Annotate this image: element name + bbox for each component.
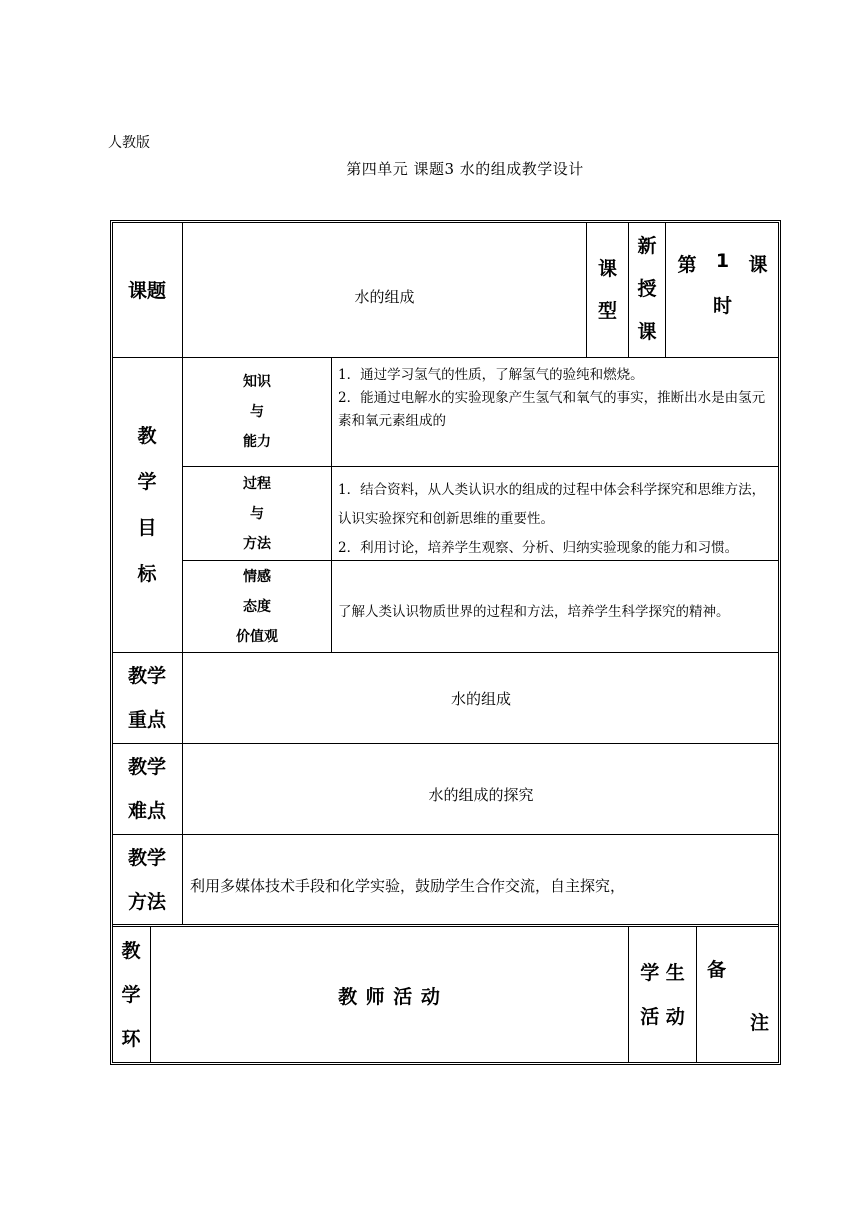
- lesson-type-label: [587, 222, 628, 357]
- notes-header-char: 注: [749, 1012, 769, 1034]
- emotion-label-line: 价值观: [236, 628, 278, 645]
- knowledge-label: [183, 358, 331, 466]
- period-char: 课: [748, 253, 768, 276]
- method-label-line: 方法: [127, 890, 166, 913]
- notes-header-char: 备: [707, 959, 727, 981]
- goals-label: [112, 358, 182, 652]
- key-point-value: 水的组成: [450, 689, 511, 708]
- lesson-type-value-char: 课: [637, 321, 657, 343]
- column-divider: [331, 357, 332, 652]
- key-point-label-line: 重点: [127, 709, 166, 731]
- method-label: [112, 835, 182, 924]
- process-item: 1．结合资料，从人类认识水的组成的过程中体会科学探究和思维方法，认识实验探究和创新思维的重要性。: [338, 482, 766, 527]
- difficulty-value: 水的组成的探究: [428, 785, 534, 804]
- emotion-label-line: 情感: [243, 568, 271, 585]
- process-stage-char: 环: [121, 1028, 141, 1050]
- key-point-label-line: 教学: [127, 665, 166, 687]
- process-label-line: 方法: [243, 535, 271, 552]
- document-title: 第四单元 课题3 水的组成教学设计: [346, 160, 584, 178]
- key-point-label: [112, 653, 182, 743]
- process-content: [338, 476, 778, 563]
- notes-header: [697, 927, 779, 1063]
- lesson-type-label-char: 课: [597, 257, 617, 280]
- method-label-line: 教学: [127, 846, 166, 869]
- process-label: [183, 467, 331, 560]
- student-activity-line: 活 动: [640, 1006, 685, 1028]
- knowledge-content: [338, 364, 778, 433]
- period-char: 时: [712, 294, 732, 317]
- goals-label-char: 教: [137, 425, 157, 447]
- difficulty-label: [112, 744, 182, 834]
- lesson-type-value-char: 新: [637, 235, 657, 257]
- lesson-type-label-char: 型: [597, 299, 617, 322]
- period-char: 第: [677, 253, 697, 276]
- lesson-type-value-char: 授: [637, 278, 657, 300]
- emotion-content: 了解人类认识物质世界的过程和方法，培养学生科学探究的精神。: [338, 604, 730, 620]
- process-label-line: 与: [250, 505, 264, 522]
- difficulty-label-line: 难点: [127, 800, 166, 822]
- process-label-line: 过程: [243, 475, 271, 492]
- goals-label-char: 学: [137, 471, 157, 493]
- emotion-label-line: 态度: [243, 598, 271, 615]
- publisher-label: 人教版: [108, 135, 150, 151]
- period-number: 1: [715, 249, 730, 272]
- knowledge-item: 2．能通过电解水的实验现象产生氢气和氧气的事实，推断出水是由氢元素和氧元素组成的: [338, 390, 766, 429]
- process-stage-label: [112, 927, 150, 1063]
- process-item: 2．利用讨论，培养学生观察、分析、归纳实验现象的能力和习惯。: [338, 540, 739, 556]
- topic-value: 水的组成: [354, 287, 415, 306]
- knowledge-label-line: 知识: [243, 374, 271, 390]
- method-value: 利用多媒体技术手段和化学实验，鼓励学生合作交流，自主探究，: [190, 876, 626, 895]
- student-activity-header: [629, 927, 696, 1063]
- difficulty-label-line: 教学: [127, 756, 166, 778]
- lesson-period: [666, 222, 779, 357]
- goals-label-char: 目: [137, 517, 157, 539]
- goals-label-char: 标: [137, 563, 157, 585]
- process-stage-char: 学: [121, 984, 141, 1006]
- student-activity-line: 学 生: [640, 962, 685, 984]
- teacher-activity-header: 教 师 活 动: [338, 985, 441, 1008]
- emotion-label: [183, 561, 331, 652]
- knowledge-label-line: 能力: [243, 434, 271, 450]
- process-stage-char: 教: [121, 940, 141, 962]
- knowledge-label-line: 与: [250, 404, 264, 420]
- topic-label: 课题: [127, 280, 166, 302]
- lesson-type-value: [629, 222, 665, 357]
- knowledge-item: 1．通过学习氢气的性质，了解氢气的验纯和燃烧。: [338, 367, 644, 383]
